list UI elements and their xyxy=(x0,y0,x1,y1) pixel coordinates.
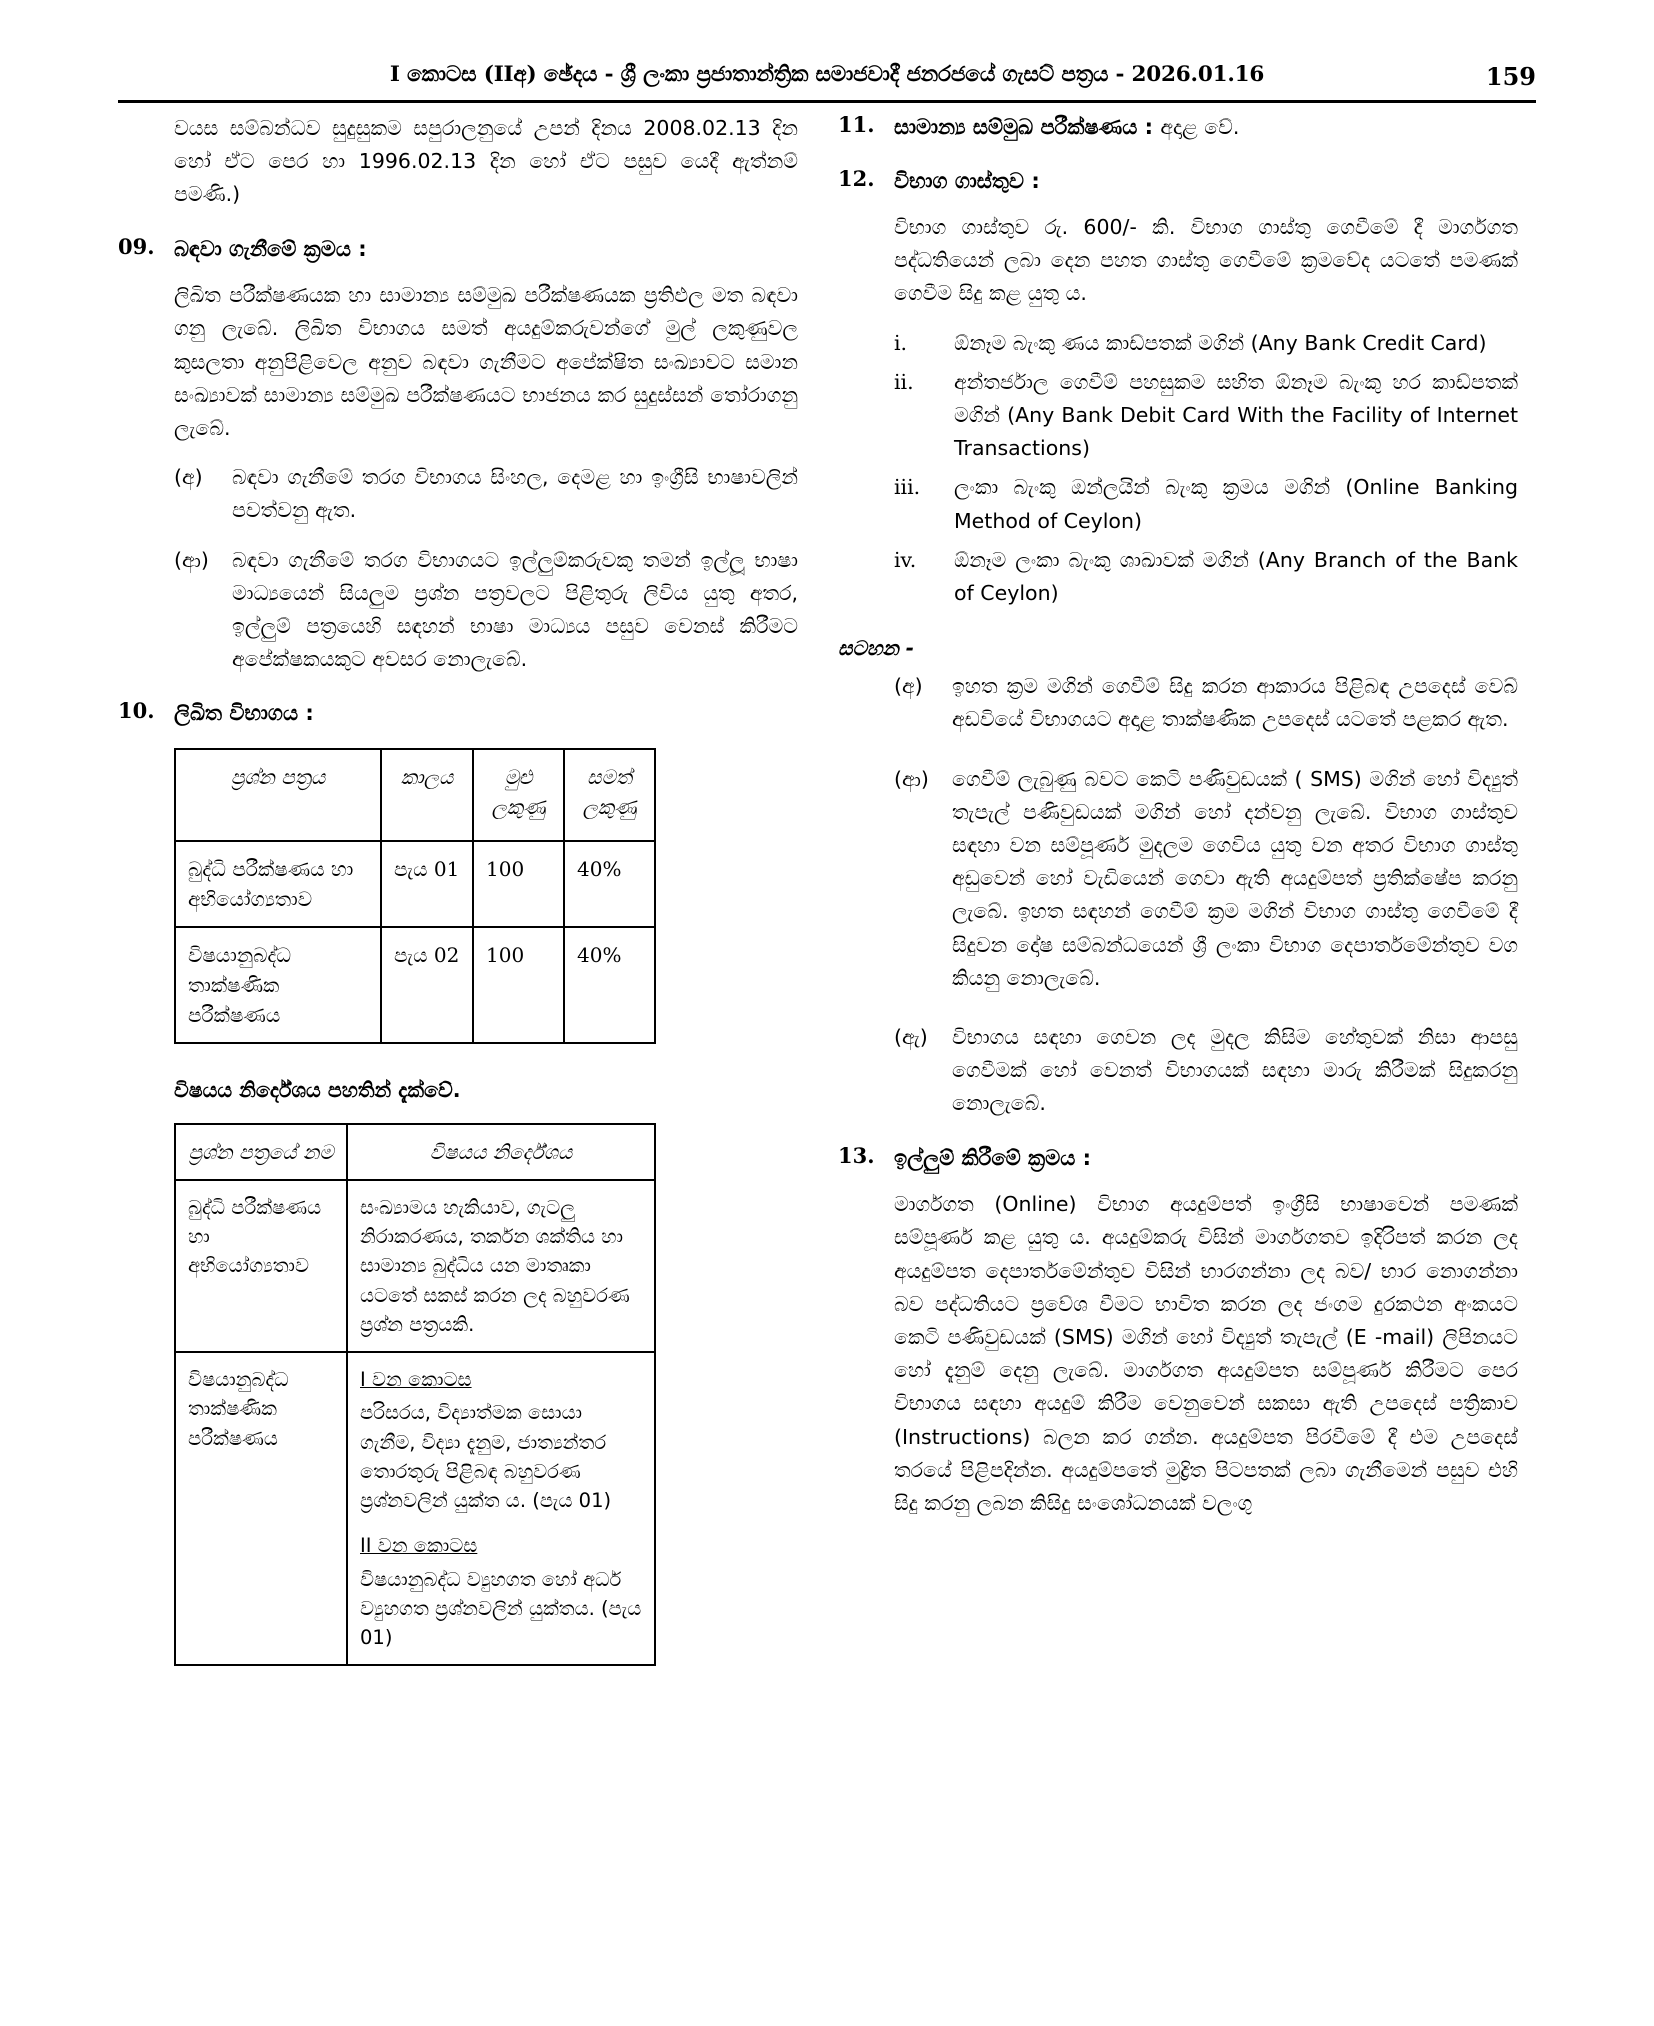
table-row xyxy=(175,841,655,927)
cell-duration: පැය 01 xyxy=(381,841,473,927)
right-column xyxy=(838,112,1518,1666)
section-13-number: 13. xyxy=(838,1142,875,1168)
section-13-body: මාර්ගගත (Online) විභාග අයදුම්පත් ඉංග්‍රීසි භාෂාවෙන් පමණක් සම්පූර්ණ කළ යුතු ය. අයදුම්කරු විසින් මාර්ගගතව ඉදිරිපත් කරන ලද අයදුම්පත දෙපාර්තමේන්තුව විසින් භාරගන්නා ලද බව/ භාර නොගන්නා බව පද්ධතියට ප්‍රවේශ වීමට භාවිත කරන ලද ජංගම දුරකථන අංකයට කෙටි පණිවුඩයක් (SMS) මගින් හෝ විද්‍යුත් තැපැල් (E -mail) ලිපිනයට හෝ දැනුම් දෙනු ලැබේ. මාර්ගගත අයදුම්පත සම්පූර්ණ කිරීමට පෙර විභාගය සඳහා අයදුම් කිරීම වෙනුවෙන් සකසා ඇති උපදෙස් පත්‍රිකාව (Instructions) බලන කර ගන්න. අයදුම්පත පිරවීමේ දී එම උපදෙස් තරයේ පිළිපදින්න. අයදුම්පතේ මුද්‍රිත පිටපතක් ලබා ගැනීමෙන් පසුව එහි සිදු කරනු ලබන කිසිදු සංශෝධනයක් වලංගු xyxy=(894,1192,1518,1515)
payment-method-iii-text: ලංකා බැංකු ඔන්ලයින් බැංකු ක්‍රමය මගින් (Online Banking Method of Ceylon) xyxy=(954,475,1518,533)
note-a-mark: (අ) xyxy=(894,674,923,699)
cell-duration: පැය 02 xyxy=(381,927,473,1043)
cell-syllabus-content: සංඛ්‍යාමය හැකියාව, ගැටලු නිරාකරණය, තර්කන ශක්තිය හා සාමාන්‍ය බුද්ධිය යන මාතෘකා යටතේ සකස් කරන ලද බහුවරණ ප්‍රශ්න පත්‍රයකි. xyxy=(347,1180,655,1352)
syllabus-intro: විෂයය නිර්දේශය පහතින් දැක්වේ. xyxy=(174,1077,461,1102)
note-a xyxy=(894,670,1518,736)
body-columns xyxy=(118,112,1536,1666)
table-row xyxy=(175,1180,655,1352)
syllabus-part-2-heading: II වන කොටස xyxy=(360,1534,478,1558)
col-header-duration: කාලය xyxy=(381,749,473,841)
table-header-row xyxy=(175,749,655,841)
note-gap xyxy=(894,1011,1518,1021)
section-09-body: ලිඛිත පරීක්ෂණයක හා සාමාන්‍ය සම්මුඛ පරීක්ෂණයක ප්‍රතිඵල මත බඳවා ගනු ලැබේ. ලිඛිත විභාගය සමත් අයදුම්කරුවන්ගේ මුල් ලකුණුවල කුසලතා අනුපිළිවෙල අනුව බඳවා ගැනීමට අපේක්ෂිත සංඛ්‍යාවට සමාන සංඛ්‍යාවක් සාමාන්‍ය සම්මුඛ පරීක්ෂණයට භාජනය කර සුදුස්සන් තෝරාගනු ලැබේ. xyxy=(174,283,798,440)
cell-total-marks: 100 xyxy=(473,841,564,927)
page-header-title: I කොටස (IIඅ) ඡේදය - ශ්‍රී ලංකා ප්‍රජාතාන්ත්‍රික සමාජවාදී ජනරජයේ ගැසට් පත්‍රය - 2026.01.16 xyxy=(389,62,1265,87)
page-number: 159 xyxy=(1485,62,1536,91)
cell-pass-marks: 40% xyxy=(564,841,655,927)
cell-paper-name: විෂයානුබද්ධ තාක්ෂණික පරීක්ෂණය xyxy=(175,1352,347,1665)
payment-method-iv xyxy=(894,544,1518,610)
section-11-title-wrap xyxy=(894,112,1239,144)
note-b-mark: (ආ) xyxy=(894,766,929,791)
payment-method-ii-mark: ii. xyxy=(894,369,914,394)
section-11-number: 11. xyxy=(838,112,875,137)
payment-methods-list xyxy=(894,327,1518,611)
page-header xyxy=(118,62,1536,98)
left-column xyxy=(118,112,798,1666)
syllabus-table xyxy=(174,1123,656,1667)
subitem-a-text: බඳවා ගැනීමේ තරග විභාගය සිංහල, දෙමළ හා ඉංග්‍රීසි භාෂාවලින් පවත්වනු ඇත. xyxy=(232,465,798,523)
cell-paper-name: විෂයානුබද්ධ තාක්ෂණික පරීක්ෂණය xyxy=(175,927,381,1043)
section-09-title: බඳවා ගැනීමේ ක්‍රමය : xyxy=(174,236,367,261)
payment-method-i-mark: i. xyxy=(894,330,908,355)
payment-method-iii-mark: iii. xyxy=(894,475,921,500)
table-row xyxy=(175,927,655,1043)
cell-syllabus-parts xyxy=(347,1352,655,1665)
payment-method-ii xyxy=(894,366,1518,466)
payment-method-iii xyxy=(894,471,1518,537)
section-11-value: අදාළ වේ. xyxy=(1160,115,1240,139)
note-c-mark: (ඇ) xyxy=(894,1025,928,1050)
col-header-total-marks: මුළු ලකුණු xyxy=(473,749,564,841)
cell-paper-name: බුද්ධි පරීක්ෂණය හා අභියෝග්‍යතාව xyxy=(175,1180,347,1352)
syllabus-part-1-text: පරිසරය, විද්‍යාත්මක සොයා ගැනීම, විද්‍යා දැනුම, ජාත්‍යන්තර තොරතුරු පිළිබඳ බහුවරණ ප්‍රශ්නවලින් යුක්ත ය. (පැය 01) xyxy=(360,1401,612,1513)
payment-method-iv-mark: iv. xyxy=(894,547,917,572)
section-13-heading xyxy=(838,1143,1518,1175)
col-header-syllabus: විෂයය නිර්දේශය xyxy=(347,1124,655,1180)
payment-method-iv-text: ඕනෑම ලංකා බැංකු ශාඛාවක් මගින් (Any Branch of the Bank of Ceylon) xyxy=(954,547,1518,606)
part-gap xyxy=(360,1515,642,1531)
cell-pass-marks: 40% xyxy=(564,927,655,1043)
note-gap xyxy=(894,753,1518,763)
header-divider xyxy=(118,100,1536,103)
subitem-b-text: බඳවා ගැනීමේ තරග විභාගයට ඉල්ලුම්කරුවකු තමන් ඉල්ලූ භාෂා මාධ්‍යයෙන් සියලුම ප්‍රශ්න පත්‍රවලට පිළිතුරු ලිවිය යුතු අතර, ඉල්ලුම් පත්‍රයෙහි සඳහන් භාෂා මාධ්‍යය පසුව වෙනස් කිරීමට අපේක්ෂකයකුට අවසර නොලැබේ. xyxy=(232,547,798,672)
col-header-pass-marks: සමත් ලකුණු xyxy=(564,749,655,841)
cell-paper-name: බුද්ධි පරීක්ෂණය හා අභියෝග්‍යතාව xyxy=(175,841,381,927)
section-09-subitem-a xyxy=(174,461,798,527)
subitem-a-mark: (අ) xyxy=(174,465,203,490)
note-c-text: විභාගය සඳහා ගෙවන ලද මුදල කිසිම හේතුවක් නිසා ආපසු ගෙවීමක් හෝ වෙනත් විභාගයක් සඳහා මාරු කිරීමක් සිදුකරනු නොලැබේ. xyxy=(952,1025,1518,1116)
payment-method-ii-text: අන්තර්ජාල ගෙවීම් පහසුකම සහිත ඕනෑම බැංකු හර කාඩ්පතක් මගින් (Any Bank Debit Card With the Facility of Internet Transactions) xyxy=(954,369,1518,461)
section-11-heading xyxy=(838,112,1518,144)
notes-list xyxy=(894,670,1518,1120)
section-09-heading xyxy=(118,234,798,266)
payment-method-i xyxy=(894,327,1518,360)
table-header-row xyxy=(175,1124,655,1180)
cell-total-marks: 100 xyxy=(473,927,564,1043)
section-12-heading xyxy=(838,166,1518,198)
payment-method-i-text: ඕනෑම බැංකු ණය කාඩ්පතක් මගින් (Any Bank Credit Card) xyxy=(954,330,1487,355)
table-row xyxy=(175,1352,655,1665)
section-12-title: විභාග ගාස්තුව : xyxy=(894,168,1040,193)
note-b-text: ගෙවීම් ලැබුණු බවට කෙටි පණිවුඩයක් ( SMS) මගින් හෝ විද්‍යුත් තැපැල් පණිවුඩයක් මගින් හෝ දන්වනු ලැබේ. විභාග ගාස්තුව සඳහා වන සම්පූර්ණ මුදලම ගෙවිය යුතු වන අතර විභාග ගාස්තු අඩුවෙන් හෝ වැඩියෙන් ගෙවා ඇති අයදුම්පත් ප්‍රතික්ෂේප කරනු ලැබේ. ඉහත සඳහන් ගෙවීම් ක්‍රම මගින් විභාග ගාස්තු ගෙවීමේ දී සිදුවන දෝෂ සම්බන්ධයෙන් ශ්‍රී ලංකා විභාග දෙපාර්තමේන්තුව වග කියනු නොලැබේ. xyxy=(952,766,1518,990)
section-10-number: 10. xyxy=(118,698,155,724)
exam-structure-table xyxy=(174,748,656,1044)
section-10-heading xyxy=(118,698,798,730)
section-12-body: විභාග ගාස්තුව රු. 600/- කි. විභාග ගාස්තු ගෙවීමේ දී මාර්ගගත පද්ධතියෙන් ලබා දෙන පහත ගාස්තු ගෙවීමේ ක්‍රමවේද යටතේ පමණක් ගෙවීම සිදු කළ යුතු ය. xyxy=(894,215,1518,306)
section-09-number: 09. xyxy=(118,233,155,259)
col-header-paper-name: ප්‍රශ්න පත්‍රයේ නම xyxy=(175,1124,347,1180)
section-09-subitem-b xyxy=(174,544,798,677)
note-c xyxy=(894,1021,1518,1121)
subitem-b-mark: (ආ) xyxy=(174,547,209,572)
section-10-title: ලිඛිත විභාගය : xyxy=(174,701,314,726)
note-b xyxy=(894,763,1518,995)
section-13-title: ඉල්ලුම් කිරීමේ ක්‍රමය : xyxy=(894,1145,1092,1170)
col-header-paper: ප්‍රශ්න පත්‍රය xyxy=(175,749,381,841)
section-11-title: සාමාන්‍ය සම්මුඛ පරීක්ෂණය : xyxy=(894,115,1153,139)
note-label: සටහන - xyxy=(838,636,915,661)
section-12-number: 12. xyxy=(838,165,875,191)
continued-paragraph: වයස සම්බන්ධව සුදුසුකම සපුරාලනුයේ උපන් දිනය 2008.02.13 දින හෝ ඒට පෙර හා 1996.02.13 දින හෝ ඒට පසුව යෙදී ඇත්නම් පමණි.) xyxy=(174,116,798,207)
syllabus-part-1-heading: I වන කොටස xyxy=(360,1368,472,1392)
section-09-subitems xyxy=(174,461,798,676)
syllabus-part-2-text: විෂයානුබද්ධ ව්‍යුහගත හෝ අර්ධ ව්‍යුහගත ප්‍රශ්නවලින් යුක්තය. (පැය 01) xyxy=(360,1567,642,1650)
note-a-text: ඉහත ක්‍රම මගින් ගෙවීම් සිදු කරන ආකාරය පිළිබඳ උපදෙස් වෙබ් අඩවියේ විභාගයට අදාළ තාක්ෂණික උපදෙස් යටතේ පළකර ඇත. xyxy=(952,674,1518,732)
